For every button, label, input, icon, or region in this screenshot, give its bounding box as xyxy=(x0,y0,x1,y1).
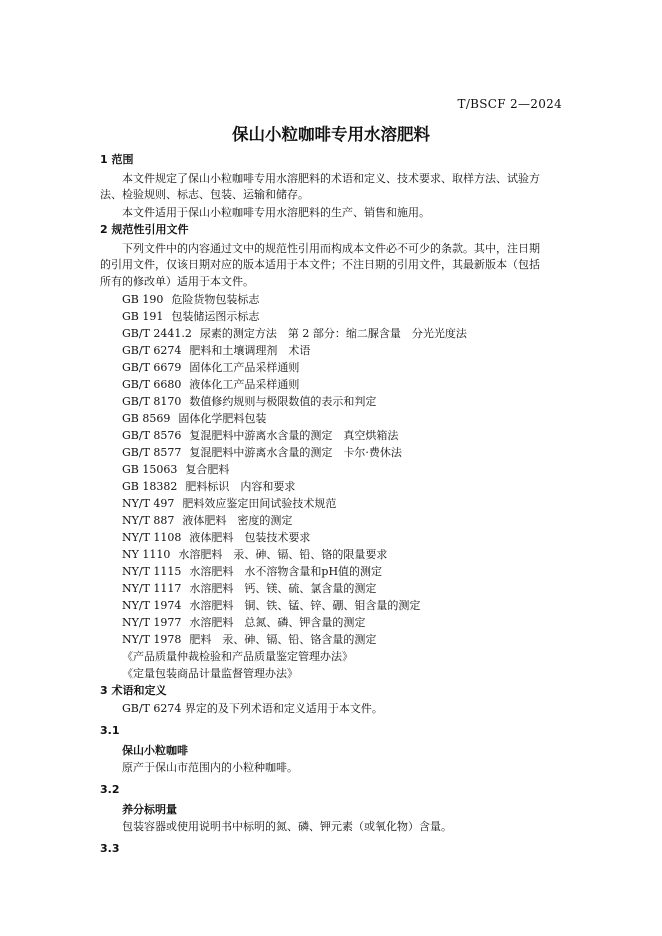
reference-regulation: 《产品质量仲裁检验和产品质量鉴定管理办法》 xyxy=(122,649,353,663)
reference-title: 肥料标识 内容和要求 xyxy=(185,479,296,493)
reference-item xyxy=(100,631,562,648)
reference-item xyxy=(100,444,562,461)
reference-code: GB/T 6680 xyxy=(122,377,182,391)
reference-code: NY/T 1108 xyxy=(122,530,182,544)
term-definition: 原产于保山市范围内的小粒种咖啡。 xyxy=(122,761,298,775)
reference-title: 数值修约规则与极限数值的表示和判定 xyxy=(189,394,377,408)
reference-item xyxy=(100,325,562,342)
reference-item xyxy=(100,563,562,580)
reference-code: GB/T 6274 xyxy=(122,343,182,357)
reference-code: GB/T 8576 xyxy=(122,428,182,442)
reference-title: 复混肥料中游离水含量的测定 卡尔·费休法 xyxy=(189,445,402,459)
reference-code: NY/T 1974 xyxy=(122,598,182,612)
reference-title: 固体化工产品采样通则 xyxy=(189,360,300,374)
reference-title: 水溶肥料 铜、铁、锰、锌、硼、钼含量的测定 xyxy=(189,598,421,612)
document-body xyxy=(100,151,562,857)
reference-code: NY 1110 xyxy=(122,547,171,561)
reference-title: 危险货物包装标志 xyxy=(171,292,260,306)
section-3-heading: 3 术语和定义 xyxy=(100,683,167,697)
reference-item xyxy=(100,546,562,563)
reference-title: 液体化工产品采样通则 xyxy=(189,377,300,391)
term-name: 保山小粒咖啡 xyxy=(122,744,188,758)
reference-code: GB 191 xyxy=(122,309,164,323)
reference-code: GB/T 2441.2 xyxy=(122,326,192,340)
reference-item xyxy=(100,478,562,495)
reference-title: 水溶肥料 总氮、磷、钾含量的测定 xyxy=(189,615,366,629)
section-1-paragraph-1-line-1: 本文件规定了保山小粒咖啡专用水溶肥料的术语和定义、技术要求、取样方法、试验方 xyxy=(122,171,540,185)
reference-code: GB 190 xyxy=(122,292,164,306)
reference-item xyxy=(100,376,562,393)
reference-list xyxy=(100,291,562,682)
reference-code: GB 8569 xyxy=(122,411,171,425)
reference-code: GB 18382 xyxy=(122,479,178,493)
document-title: 保山小粒咖啡专用水溶肥料 xyxy=(232,125,430,144)
section-1-paragraph-1-line-2: 法、检验规则、标志、包装、运输和储存。 xyxy=(100,187,309,201)
term-number: 3.2 xyxy=(100,783,120,797)
reference-title: 复混肥料中游离水含量的测定 真空烘箱法 xyxy=(189,428,399,442)
reference-item xyxy=(100,512,562,529)
reference-item xyxy=(100,495,562,512)
section-1-paragraph-2: 本文件适用于保山小粒咖啡专用水溶肥料的生产、销售和施用。 xyxy=(122,205,430,219)
reference-item xyxy=(100,461,562,478)
reference-item xyxy=(100,342,562,359)
section-2-intro-line-1: 下列文件中的内容通过文中的规范性引用而构成本文件必不可少的条款。其中，注日期 xyxy=(122,241,540,255)
reference-item xyxy=(100,291,562,308)
term-number: 3.1 xyxy=(100,724,120,738)
section-1-heading: 1 范围 xyxy=(100,153,134,166)
reference-title: 水溶肥料 汞、砷、镉、铅、铬的限量要求 xyxy=(178,547,388,561)
reference-item xyxy=(100,614,562,631)
section-2-intro-line-3: 所有的修改单）适用于本文件。 xyxy=(100,274,254,288)
reference-title: 肥料和土壤调理剂 术语 xyxy=(189,343,311,357)
reference-code: GB/T 8170 xyxy=(122,394,182,408)
reference-title: 水溶肥料 水不溶物含量和pH值的测定 xyxy=(189,564,383,578)
reference-title: 尿素的测定方法 第 2 部分：缩二脲含量 分光光度法 xyxy=(199,326,467,340)
reference-code: NY/T 887 xyxy=(122,513,175,527)
reference-title: 包装储运图示标志 xyxy=(171,309,260,323)
reference-code: GB 15063 xyxy=(122,462,178,476)
reference-title: 复合肥料 xyxy=(185,462,230,476)
reference-code: NY/T 1977 xyxy=(122,615,182,629)
reference-code: GB/T 6679 xyxy=(122,360,182,374)
reference-item xyxy=(100,529,562,546)
reference-item xyxy=(100,410,562,427)
reference-regulation: 《定量包装商品计量监督管理办法》 xyxy=(122,666,298,680)
reference-item xyxy=(100,427,562,444)
reference-item xyxy=(100,597,562,614)
reference-title: 固体化学肥料包装 xyxy=(178,411,267,425)
reference-code: NY/T 497 xyxy=(122,496,175,510)
reference-code: NY/T 1115 xyxy=(122,564,182,578)
reference-title: 肥料 汞、砷、镉、铅、铬含量的测定 xyxy=(189,632,377,646)
reference-item xyxy=(100,393,562,410)
reference-title: 液体肥料 包装技术要求 xyxy=(189,530,311,544)
reference-item xyxy=(100,359,562,376)
section-2-heading: 2 规范性引用文件 xyxy=(100,222,189,236)
standard-code: T/BSCF 2—2024 xyxy=(457,97,562,111)
reference-item xyxy=(100,308,562,325)
term-number: 3.3 xyxy=(100,842,120,856)
term-name: 养分标明量 xyxy=(122,803,177,817)
reference-code: NY/T 1978 xyxy=(122,632,182,646)
reference-item xyxy=(100,580,562,597)
reference-title: 液体肥料 密度的测定 xyxy=(182,513,293,527)
section-3-intro: GB/T 6274 界定的及下列术语和定义适用于本文件。 xyxy=(122,702,383,716)
reference-title: 肥料效应鉴定田间试验技术规范 xyxy=(182,496,337,510)
section-2-intro-line-2: 的引用文件，仅该日期对应的版本适用于本文件；不注日期的引用文件，其最新版本（包括 xyxy=(100,257,540,271)
term-definition: 包装容器或使用说明书中标明的氮、磷、钾元素（或氧化物）含量。 xyxy=(122,820,452,834)
reference-code: GB/T 8577 xyxy=(122,445,182,459)
reference-title: 水溶肥料 钙、镁、硫、氯含量的测定 xyxy=(189,581,377,595)
reference-code: NY/T 1117 xyxy=(122,581,182,595)
